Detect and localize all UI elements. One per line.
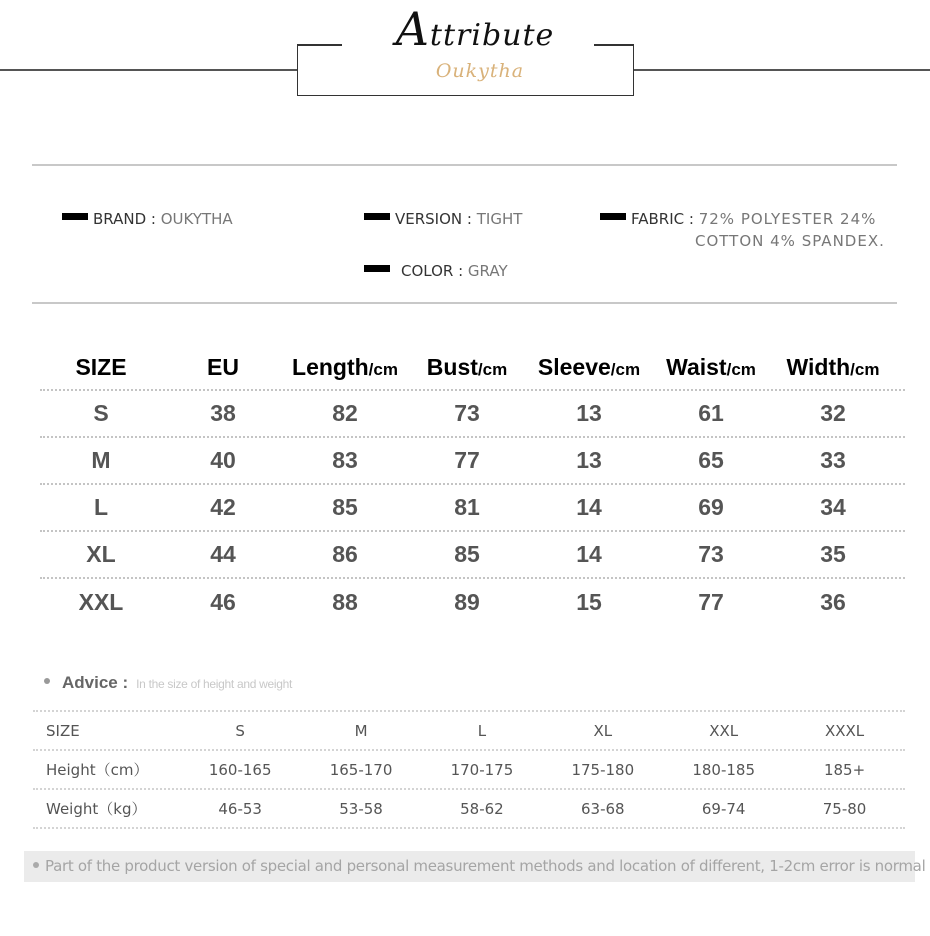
table-row	[40, 532, 905, 579]
cell-waist: 65	[698, 447, 724, 473]
table-row	[40, 485, 905, 532]
header-rule-right	[634, 69, 930, 71]
cell-length: 85	[332, 494, 358, 520]
cell-waist: 73	[698, 541, 724, 567]
cell-sleeve: 15	[576, 589, 602, 615]
cell-length: 86	[332, 541, 358, 567]
advice-cell: L	[477, 721, 487, 740]
advice-cell: 170-175	[450, 760, 514, 779]
bullet-bar-icon	[62, 213, 88, 220]
cell-waist: 61	[698, 400, 724, 426]
table-row	[40, 579, 905, 626]
header-width: Width/cm	[786, 353, 880, 380]
advice-cell: XL	[593, 721, 613, 740]
advice-table	[33, 710, 905, 829]
size-table	[40, 345, 905, 626]
advice-cell: 63-68	[581, 799, 625, 818]
note-text: Part of the product version of special and personal measurement methods and location of different, 1-2cm error is normal	[45, 857, 926, 875]
header-eu: EU	[207, 353, 239, 380]
cell-size: M	[91, 447, 111, 473]
header-size: SIZE	[75, 353, 127, 380]
attr-color	[364, 262, 508, 280]
cell-eu: 42	[210, 494, 236, 520]
bullet-dot-icon	[44, 678, 50, 684]
cell-width: 36	[820, 589, 846, 615]
size-table-header	[40, 345, 905, 391]
cell-waist: 69	[698, 494, 724, 520]
attr-fabric-label: FABRIC :	[631, 210, 699, 228]
cell-eu: 46	[210, 589, 236, 615]
cell-sleeve: 14	[576, 541, 602, 567]
cell-eu: 44	[210, 541, 236, 567]
advice-cell: SIZE	[46, 721, 80, 740]
page-title	[380, 2, 570, 56]
cell-width: 35	[820, 541, 846, 567]
title-rest: ttribute	[429, 18, 555, 53]
divider-bottom	[32, 302, 897, 304]
advice-row-height	[33, 751, 905, 790]
cell-eu: 38	[210, 400, 236, 426]
advice-hint: In the size of height and weight	[136, 677, 292, 691]
attr-fabric-value-line2: COTTON 4% SPANDEX.	[695, 232, 885, 250]
cell-length: 83	[332, 447, 358, 473]
cell-size: XL	[86, 541, 116, 567]
bullet-bar-icon	[600, 213, 626, 220]
divider-top	[32, 164, 897, 166]
bullet-bar-icon	[364, 265, 390, 272]
header-waist: Waist/cm	[666, 353, 756, 380]
advice-cell: 53-58	[339, 799, 383, 818]
cell-size: S	[93, 400, 109, 426]
header-length: Length/cm	[292, 353, 398, 380]
bullet-bar-icon	[364, 213, 390, 220]
attr-brand	[62, 210, 233, 228]
advice-label: Advice :	[62, 673, 129, 692]
advice-cell: XXXL	[824, 721, 865, 740]
cell-sleeve: 14	[576, 494, 602, 520]
advice-cell: XXL	[709, 721, 739, 740]
attr-version-label: VERSION :	[395, 210, 477, 228]
attr-fabric-value-line1: 72% POLYESTER 24%	[698, 210, 877, 228]
cell-bust: 85	[454, 541, 480, 567]
cell-bust: 81	[454, 494, 480, 520]
cell-length: 82	[332, 400, 358, 426]
attr-brand-value: OUKYTHA	[160, 210, 233, 228]
advice-row-weight	[33, 790, 905, 829]
cell-width: 34	[820, 494, 846, 520]
advice-row-size	[33, 712, 905, 751]
advice-cell: 46-53	[218, 799, 262, 818]
header-bust: Bust/cm	[426, 353, 508, 380]
cell-size: L	[93, 494, 109, 520]
cell-width: 32	[820, 400, 846, 426]
advice-cell: 160-165	[208, 760, 272, 779]
advice-cell: 165-170	[329, 760, 393, 779]
cell-bust: 73	[454, 400, 480, 426]
attr-color-value: GRAY	[467, 262, 508, 280]
advice-cell: S	[235, 721, 245, 740]
attr-brand-label: BRAND :	[93, 210, 161, 228]
cell-width: 33	[820, 447, 846, 473]
table-row	[40, 438, 905, 485]
brand-subtitle: Oukytha	[435, 60, 525, 82]
advice-cell: 180-185	[692, 760, 756, 779]
advice-heading	[44, 673, 292, 693]
cell-bust: 77	[454, 447, 480, 473]
table-row	[40, 391, 905, 438]
bullet-dot-icon	[33, 862, 39, 868]
cell-sleeve: 13	[576, 447, 602, 473]
advice-cell: 185+	[823, 760, 866, 779]
title-initial: A	[395, 2, 430, 56]
cell-waist: 77	[698, 589, 724, 615]
header-rule-left	[0, 69, 297, 71]
advice-cell: Height（cm）	[46, 761, 149, 779]
cell-eu: 40	[210, 447, 236, 473]
cell-size: XXL	[78, 589, 124, 615]
attr-color-label: COLOR :	[401, 262, 468, 280]
advice-cell: M	[354, 721, 368, 740]
advice-cell: Weight（kg）	[46, 800, 147, 818]
attr-version	[364, 210, 522, 228]
measurement-note	[24, 851, 926, 882]
cell-length: 88	[332, 589, 358, 615]
advice-cell: 58-62	[460, 799, 504, 818]
cell-bust: 89	[454, 589, 480, 615]
advice-cell: 69-74	[701, 799, 746, 818]
advice-cell: 75-80	[822, 799, 867, 818]
cell-sleeve: 13	[576, 400, 602, 426]
attr-version-value: TIGHT	[476, 210, 523, 228]
header-sleeve: Sleeve/cm	[537, 353, 641, 380]
attr-fabric	[600, 210, 876, 228]
advice-cell: 175-180	[571, 760, 635, 779]
